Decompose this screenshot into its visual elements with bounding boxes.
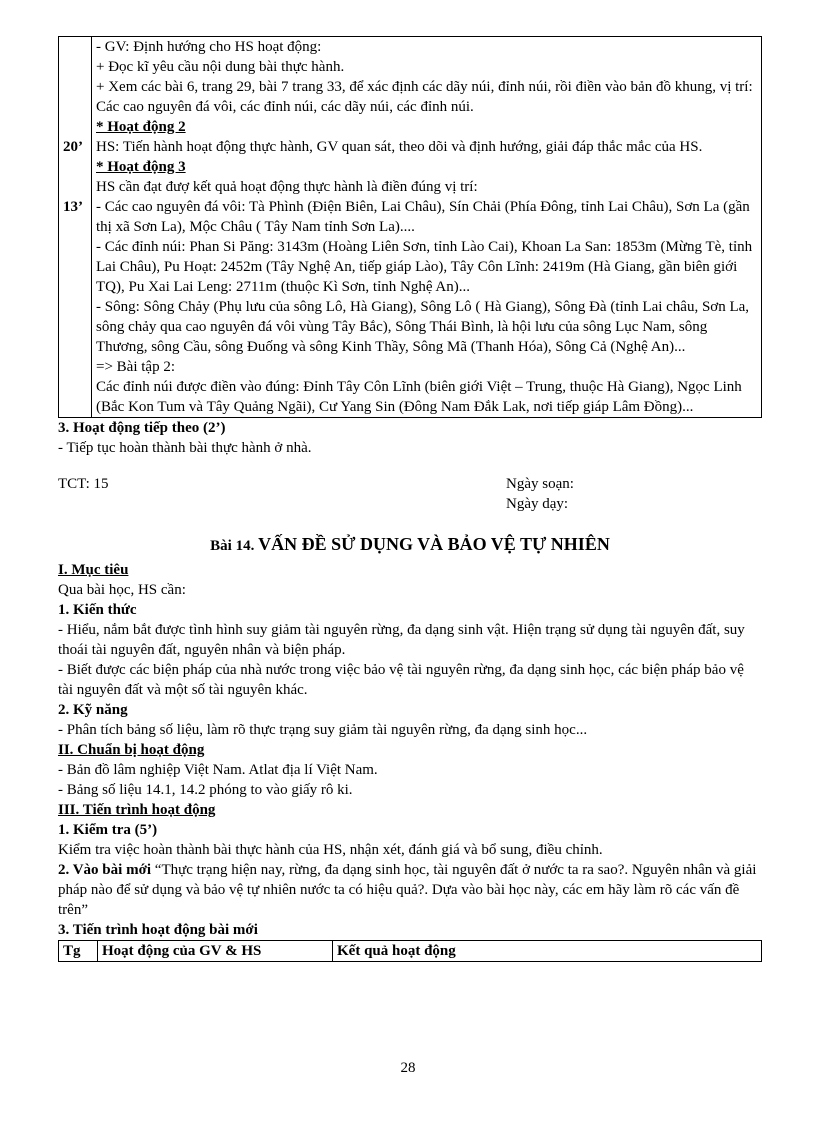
time-hd2: 20’ [63, 139, 83, 155]
header-hoat-dong: Hoạt động của GV & HS [98, 941, 333, 962]
section-tien-trinh: III. Tiến trình hoạt động [58, 802, 216, 818]
next-activity-heading: 3. Hoạt động tiếp theo (2’) [58, 420, 226, 436]
header-ket-qua: Kết quả hoạt động [333, 941, 762, 962]
vao-bai-label: 2. Vào bài mới [58, 862, 152, 878]
page-number: 28 [400, 1060, 416, 1076]
chuan-bi-1: - Bản đồ lâm nghiệp Việt Nam. Atlat địa lí Việt Nam. [58, 762, 378, 778]
ky-nang-heading: 2. Kỹ năng [58, 702, 128, 718]
ngay-day: Ngày dạy: [506, 496, 569, 512]
time-hd3: 13’ [63, 199, 83, 215]
kien-thuc-1: - Hiểu, nắm bắt được tình hình suy giảm tài nguyên rừng, đa dạng sinh vật. Hiện trạng sử dụng tài nguyên đất, suy thoái tài nguyên đất, nguyên nhân và biện pháp. [58, 622, 745, 658]
tct-label: TCT: 15 [58, 476, 109, 492]
hd3-line-4: - Sông: Sông Chảy (Phụ lưu của sông Lô, Hà Giang), Sông Lô ( Hà Giang), Sông Đà (tỉnh Lai châu, Sơn La, sông chảy qua cao nguyên đá vôi vùng Tây Bắc), Sông Thái Bình, là hội lưu của sông Lục Nam, sông Thương, sông Cầu, sông Đuống và sông Kinh Thầy, Sông Mã (Thanh Hóa), Sông Cả (Nghệ An)... [96, 299, 750, 355]
section-muc-tieu: I. Mục tiêu [58, 562, 129, 578]
see-line: + Xem các bài 6, trang 29, bài 7 trang 33, để xác định các dãy núi, đỉnh núi, rồi điền vào bản đồ khung, vị trí: Các cao nguyên đá vôi, các đỉnh núi, các dãy núi, các đỉnh núi. [96, 79, 753, 115]
activity-table [58, 36, 762, 418]
gv-line: - GV: Định hướng cho HS hoạt động: [96, 39, 322, 55]
vao-bai-text: “Thực trạng hiện nay, rừng, đa dạng sinh học, tài nguyên đất ở nước ta ra sao?. Nguyên nhân và giải pháp nào để sử dụng và bảo vệ tự nhiên nước ta có hiệu quả?. Dựa vào bài học này, các em hãy làm rõ các vấn đề trên” [58, 862, 757, 918]
qua-bai-hoc: Qua bài học, HS cần: [58, 582, 186, 598]
tien-trinh-moi-heading: 3. Tiến trình hoạt động bài mới [58, 922, 258, 938]
hd3-line-3: - Các đỉnh núi: Phan Si Păng: 3143m (Hoàng Liên Sơn, tỉnh Lào Cai), Khoan La San: 1853m (Mừng Tè, tỉnh Lai Châu), Pu Hoạt: 2452m (Tây Nghệ An, tiếp giáp Lào), Tây Côn Lĩnh: 2419m (Hà Giang, gần biên giới TQ), Pu Xai Lai Leng: 2711m (thuộc Kì Sơn, tỉnh Nghệ An)... [96, 239, 753, 295]
header-tg: Tg [59, 941, 98, 962]
tct-block [58, 474, 762, 516]
hd2-heading: * Hoạt động 2 [96, 119, 186, 135]
lesson-prefix: Bài 14. [210, 538, 255, 554]
time-column [59, 37, 92, 418]
ngay-soan: Ngày soạn: [506, 476, 574, 492]
page [58, 36, 762, 962]
lesson-name: VẤN ĐỀ SỬ DỤNG VÀ BẢO VỆ TỰ NHIÊN [258, 534, 610, 554]
kien-thuc-heading: 1. Kiến thức [58, 602, 137, 618]
next-activity-text: - Tiếp tục hoàn thành bài thực hành ở nhà. [58, 440, 312, 456]
lesson-title [58, 534, 762, 556]
kiem-tra-heading: 1. Kiểm tra (5’) [58, 822, 158, 838]
hd3-line-5: => Bài tập 2: [96, 359, 175, 375]
hd3-line-1: HS cần đạt đượ kết quả hoạt động thực hành là điền đúng vị trí: [96, 179, 478, 195]
kiem-tra-text: Kiểm tra việc hoàn thành bài thực hành của HS, nhận xét, đánh giá và bổ sung, điều chỉnh. [58, 842, 603, 858]
hd3-line-2: - Các cao nguyên đá vôi: Tà Phình (Điện Biên, Lai Châu), Sín Chải (Phía Đông, tỉnh Lai Châu), Sơn La (gần thị xã Sơn La), Mộc Châu ( Tây Nam tỉnh Sơn La).... [96, 199, 750, 235]
activity-content [92, 37, 762, 418]
hd3-line-6: Các đỉnh núi được điền vào đúng: Đỉnh Tây Côn Lĩnh (biên giới Việt – Trung, thuộc Hà Giang), Ngọc Linh (Bắc Kon Tum và Tây Quảng Ngãi), Cư Yang Sin (Đông Nam Đắk Lak, nơi tiếp giáp Lâm Đồng)... [96, 379, 742, 415]
new-activity-table [58, 940, 762, 962]
vao-bai-paragraph [58, 860, 762, 920]
hd2-text: HS: Tiến hành hoạt động thực hành, GV quan sát, theo dõi và định hướng, giải đáp thắc mắc của HS. [96, 139, 703, 155]
ky-nang-1: - Phân tích bảng số liệu, làm rõ thực trạng suy giảm tài nguyên rừng, đa dạng sinh học... [58, 722, 588, 738]
chuan-bi-2: - Bảng số liệu 14.1, 14.2 phóng to vào giấy rô ki. [58, 782, 353, 798]
hd3-heading: * Hoạt động 3 [96, 159, 186, 175]
section-chuan-bi: II. Chuẩn bị hoạt động [58, 742, 205, 758]
read-line: + Đọc kĩ yêu cầu nội dung bài thực hành. [96, 59, 345, 75]
kien-thuc-2: - Biết được các biện pháp của nhà nước trong việc bảo vệ tài nguyên rừng, đa dạng sinh học, các biện pháp bảo vệ tài nguyên đất và một số tài nguyên khác. [58, 662, 744, 698]
